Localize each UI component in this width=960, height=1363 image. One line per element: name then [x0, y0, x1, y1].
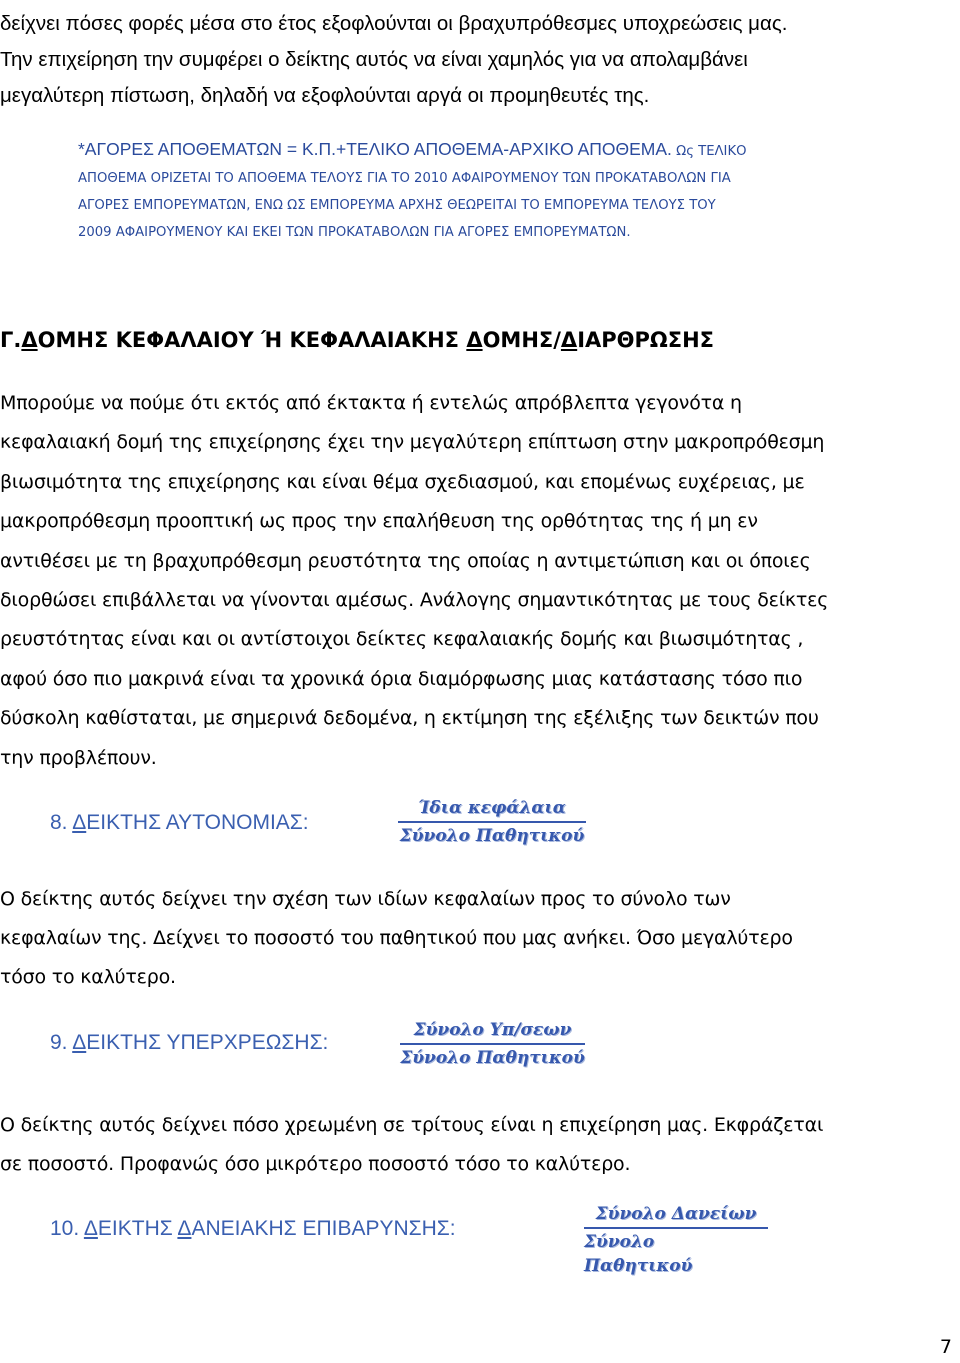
paragraph-line: αφού όσο πιο μακρινά είναι τα χρονικά όρια διαμόρφωσης μιας κατάστασης τόσο πιο	[0, 667, 803, 690]
indicator-number: 9.	[50, 1031, 73, 1054]
note-line: ΑΠΟΘΕΜΑ ΟΡΙΖΕΤΑΙ ΤΟ ΑΠΟΘΕΜΑ ΤΕΛΟΥΣ ΓΙΑ ΤΟ 2010 ΑΦΑΙΡΟΥΜΕΝΟΥ ΤΩΝ ΠΡΟΚΑΤΑΒΟΛΩΝ ΓΙΑ	[78, 171, 731, 186]
formula-denominator: Σύνολο Παθητικού	[399, 826, 585, 846]
page-number: 7	[939, 1336, 952, 1358]
note-text: Ως ΤΕΛΙΚΟ	[676, 144, 747, 159]
intro-line: δείχνει πόσες φορές μέσα στο έτος εξοφλούνται οι βραχυπρόθεσμες υποχρεώσεις μας.	[0, 12, 788, 35]
indicator-8-description	[0, 880, 950, 997]
note-lead: *ΑΓΟΡΕΣ ΑΠΟΘΕΜΑΤΩΝ = Κ.Π.+ΤΕΛΙΚΟ ΑΠΟΘΕΜΑ-ΑΡΧΙΚΟ ΑΠΟΘΕΜΑ.	[78, 139, 672, 159]
heading-text: ΟΜΗΣ ΚΕΦΑΛΑΙΟΥ Ή ΚΕΦΑΛΑΙΑΚΗΣ	[37, 328, 467, 352]
formula-denominator: Σύνολο Παθητικού	[400, 1048, 585, 1068]
formula-numerator: Σύνολο Υπ/σεων	[413, 1020, 572, 1040]
fraction-bar	[398, 821, 586, 823]
paragraph-line: τόσο το καλύτερο.	[0, 966, 176, 988]
paragraph-line: αντιθέσει με τη βραχυπρόθεσμη ρευστότητα της οποίας η αντιμετώπιση και οι όποιες	[0, 549, 811, 572]
heading-underlined-letter: Δ	[21, 328, 38, 352]
paragraph-line: διορθώσει επιβάλλεται να γίνονται αμέσως. Ανάλογης σημαντικότητας με τους δείκτες	[0, 589, 829, 612]
paragraph-line: την προβλέπουν.	[0, 746, 157, 769]
section-heading	[0, 322, 950, 358]
indicator-title-text: ΕΙΚΤΗΣ ΥΠΕΡΧΡΕΩΣΗΣ:	[86, 1031, 329, 1054]
indicator-8-formula	[398, 796, 586, 848]
paragraph-line: κεφαλαίων της. Δείχνει το ποσοστό του παθητικού που μας ανήκει. Όσο μεγαλύτερο	[0, 927, 793, 949]
title-underlined-letter: Δ	[83, 1217, 98, 1240]
formula-numerator: Ίδια κεφάλαια	[418, 798, 566, 818]
paragraph-line: κεφαλαιακή δομή της επιχείρησης έχει την μεγαλύτερη επίπτωση στην μακροπρόθεσμη	[0, 431, 825, 454]
formula-denominator: Σύνολο Παθητικού	[584, 1232, 693, 1276]
title-underlined-letter: Δ	[72, 1031, 87, 1054]
heading-underlined-letter: Δ	[560, 328, 578, 352]
indicator-8-title	[50, 808, 309, 838]
heading-text: ΟΜΗΣ/	[482, 328, 561, 352]
indicator-10-formula	[584, 1202, 768, 1278]
paragraph-line: δύσκολη καθίσταται, με σημερινά δεδομένα, η εκτίμηση της εξέλιξης των δεικτών που	[0, 707, 819, 730]
intro-line: Την επιχείρηση την συμφέρει ο δείκτης αυτός να είναι χαμηλός για να απολαμβάνει	[0, 48, 748, 71]
indicator-9-description	[0, 1106, 950, 1184]
indicator-9-title	[50, 1028, 328, 1058]
main-paragraph	[0, 384, 950, 778]
indicator-number: 10.	[50, 1217, 84, 1240]
paragraph-line: Ο δείκτης αυτός δείχνει πόσο χρεωμένη σε τρίτους είναι η επιχείρηση μας. Εκφράζεται	[0, 1114, 824, 1136]
paragraph-line: Μπορούμε να πούμε ότι εκτός από έκτακτα ή εντελώς απρόβλεπτα γεγονότα η	[0, 392, 742, 414]
fraction-bar	[584, 1227, 768, 1229]
paragraph-line: σε ποσοστό. Προφανώς όσο μικρότερο ποσοστό τόσο το καλύτερο.	[0, 1153, 631, 1175]
note-line: ΑΓΟΡΕΣ ΕΜΠΟΡΕΥΜΑΤΩΝ, ΕΝΩ ΩΣ ΕΜΠΟΡΕΥΜΑ ΑΡΧΗΣ ΘΕΩΡΕΙΤΑΙ ΤΟ ΕΜΠΟΡΕΥΜΑ ΤΕΛΟΥΣ ΤΟΥ	[78, 198, 716, 213]
title-underlined-letter: Δ	[72, 811, 87, 834]
formula-numerator: Σύνολο Δανείων	[595, 1204, 757, 1224]
indicator-10-title	[50, 1214, 456, 1244]
note-line	[78, 136, 958, 165]
indicator-title-text: ΑΝΕΙΑΚΗΣ ΕΠΙΒΑΡΥΝΣΗΣ:	[191, 1217, 456, 1240]
paragraph-line: βιωσιμότητα της επιχείρησης και είναι θέμα σχεδιασμού, και επομένως ευχέρειας, με	[0, 470, 805, 493]
indicator-title-text: ΕΙΚΤΗΣ ΑΥΤΟΝΟΜΙΑΣ:	[86, 811, 309, 834]
intro-line: μεγαλύτερη πίστωση, δηλαδή να εξοφλούνται αργά οι προμηθευτές της.	[0, 84, 650, 107]
indicator-9-formula	[400, 1018, 585, 1070]
heading-underlined-letter: Δ	[466, 328, 483, 352]
heading-text: ΙΑΡΘΡΩΣΗΣ	[577, 328, 715, 352]
inventory-note	[78, 136, 958, 246]
indicator-title-text: ΕΙΚΤΗΣ	[97, 1217, 178, 1240]
fraction-bar	[400, 1043, 585, 1045]
intro-paragraph	[0, 6, 950, 114]
title-underlined-letter: Δ	[177, 1217, 192, 1240]
indicator-number: 8.	[50, 811, 73, 834]
paragraph-line: ρευστότητας είναι και οι αντίστοιχοι δείκτες κεφαλαιακής δομής και βιωσιμότητας ,	[0, 628, 804, 651]
heading-prefix: Γ.	[0, 328, 22, 352]
paragraph-line: Ο δείκτης αυτός δείχνει την σχέση των ιδίων κεφαλαίων προς το σύνολο των	[0, 888, 731, 910]
paragraph-line: μακροπρόθεσμη προοπτική ως προς την επαλήθευση της ορθότητας της ή μη εν	[0, 510, 758, 533]
note-line: 2009 ΑΦΑΙΡΟΥΜΕΝΟΥ ΚΑΙ ΕΚΕΙ ΤΩΝ ΠΡΟΚΑΤΑΒΟΛΩΝ ΓΙΑ ΑΓΟΡΕΣ ΕΜΠΟΡΕΥΜΑΤΩΝ.	[78, 225, 631, 240]
